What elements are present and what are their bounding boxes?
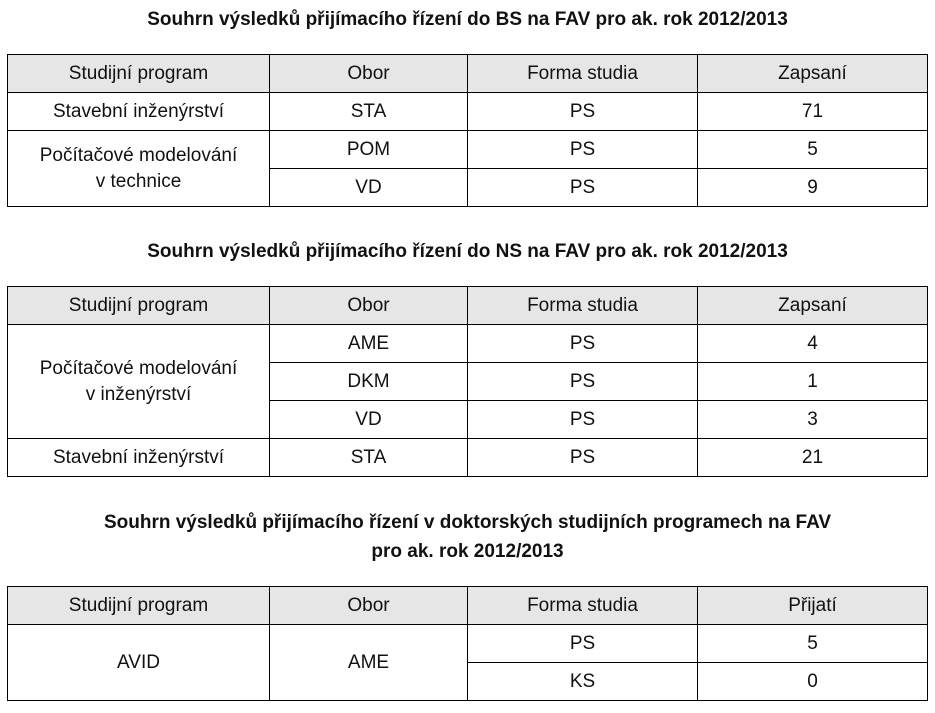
table-ns bbox=[7, 286, 928, 477]
count-cell: 1 bbox=[698, 363, 928, 401]
forma-cell: PS bbox=[468, 439, 698, 477]
count-cell: 3 bbox=[698, 401, 928, 439]
table-row bbox=[8, 439, 928, 477]
count-cell: 5 bbox=[698, 131, 928, 169]
table-header-row bbox=[8, 587, 928, 625]
program-cell: Počítačové modelování v inženýrství bbox=[8, 325, 270, 439]
program-cell: AVID bbox=[8, 625, 270, 701]
col-header-obor: Obor bbox=[270, 587, 468, 625]
table-title-ns: Souhrn výsledků přijímacího řízení do NS na FAV pro ak. rok 2012/2013 bbox=[147, 241, 788, 262]
program-cell: Počítačové modelování v technice bbox=[8, 131, 270, 207]
col-header-forma: Forma studia bbox=[468, 287, 698, 325]
obor-cell: STA bbox=[270, 93, 468, 131]
col-header-program: Studijní program bbox=[8, 287, 270, 325]
col-header-program: Studijní program bbox=[8, 587, 270, 625]
col-header-program: Studijní program bbox=[8, 55, 270, 93]
table-row bbox=[8, 325, 928, 363]
col-header-count: Zapsaní bbox=[698, 287, 928, 325]
table-title-bs: Souhrn výsledků přijímacího řízení do BS na FAV pro ak. rok 2012/2013 bbox=[147, 9, 788, 30]
col-header-forma: Forma studia bbox=[468, 587, 698, 625]
col-header-forma: Forma studia bbox=[468, 55, 698, 93]
col-header-obor: Obor bbox=[270, 55, 468, 93]
obor-cell: VD bbox=[270, 401, 468, 439]
forma-cell: PS bbox=[468, 169, 698, 207]
obor-cell: STA bbox=[270, 439, 468, 477]
obor-cell: VD bbox=[270, 169, 468, 207]
col-header-count: Zapsaní bbox=[698, 55, 928, 93]
count-cell: 0 bbox=[698, 663, 928, 701]
count-cell: 5 bbox=[698, 625, 928, 663]
program-cell: Stavební inženýrství bbox=[8, 439, 270, 477]
table-row bbox=[8, 131, 928, 169]
count-cell: 4 bbox=[698, 325, 928, 363]
col-header-count: Přijatí bbox=[698, 587, 928, 625]
obor-cell: AME bbox=[270, 325, 468, 363]
table-header-row bbox=[8, 287, 928, 325]
table-bs bbox=[7, 54, 928, 207]
count-cell: 71 bbox=[698, 93, 928, 131]
table-row bbox=[8, 93, 928, 131]
forma-cell: PS bbox=[468, 131, 698, 169]
forma-cell: PS bbox=[468, 625, 698, 663]
count-cell: 9 bbox=[698, 169, 928, 207]
program-cell: Stavební inženýrství bbox=[8, 93, 270, 131]
obor-cell: DKM bbox=[270, 363, 468, 401]
table-phd bbox=[7, 586, 928, 701]
table-header-row bbox=[8, 55, 928, 93]
obor-cell: POM bbox=[270, 131, 468, 169]
table-row bbox=[8, 625, 928, 663]
forma-cell: PS bbox=[468, 93, 698, 131]
count-cell: 21 bbox=[698, 439, 928, 477]
table-title-phd: Souhrn výsledků přijímacího řízení v doktorských studijních programech na FAV pro ak. rok 2012/2013 bbox=[103, 512, 832, 562]
col-header-obor: Obor bbox=[270, 287, 468, 325]
forma-cell: PS bbox=[468, 401, 698, 439]
obor-cell: AME bbox=[270, 625, 468, 701]
forma-cell: PS bbox=[468, 325, 698, 363]
forma-cell: KS bbox=[468, 663, 698, 701]
forma-cell: PS bbox=[468, 363, 698, 401]
